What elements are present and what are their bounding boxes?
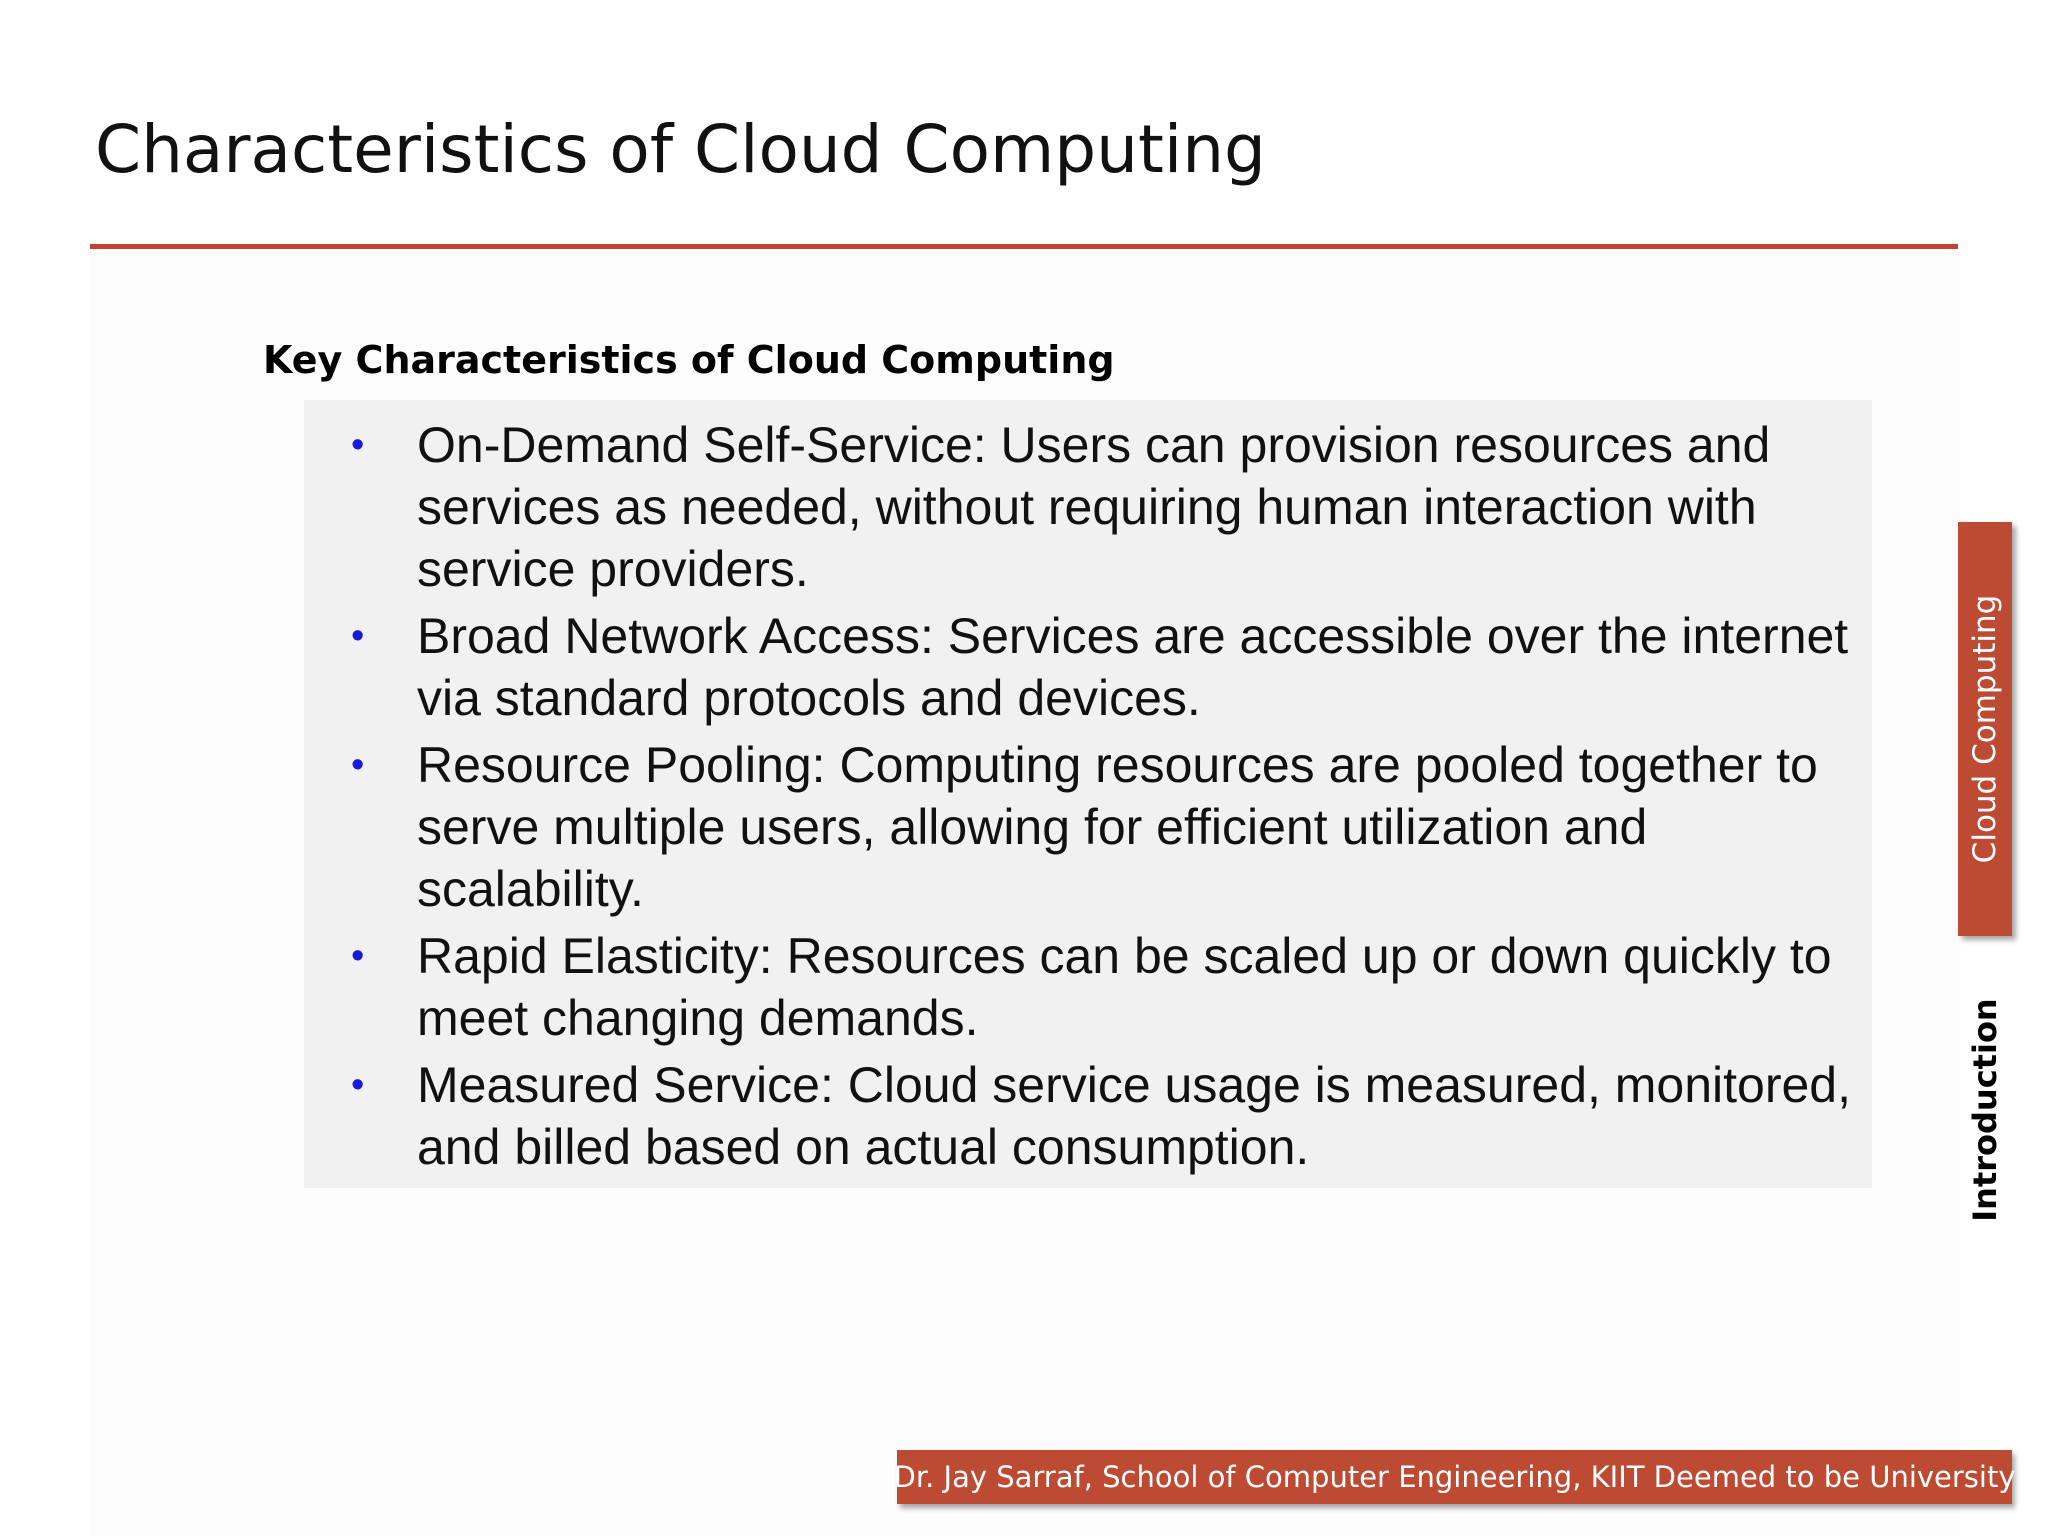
list-item-text: Resource Pooling: Computing resources are pooled together to serve multiple users, allowing for efficient utilization and scalability.: [417, 737, 1818, 917]
characteristics-list: [304, 414, 1872, 1178]
list-item: [304, 925, 1872, 1049]
sidebar-tab-cloud-computing: [1958, 522, 2012, 936]
list-item: [304, 414, 1872, 600]
bullet-icon: •: [351, 424, 365, 466]
list-item: [304, 1054, 1872, 1178]
bullet-content-box: [304, 400, 1872, 1188]
slide-title: Characteristics of Cloud Computing: [95, 111, 1266, 188]
section-label-introduction: Introduction: [1966, 998, 2004, 1222]
section-subheading: Key Characteristics of Cloud Computing: [263, 338, 1115, 382]
list-item: [304, 605, 1872, 729]
list-item-text: On-Demand Self-Service: Users can provision resources and services as needed, without requiring human interaction with service providers.: [417, 417, 1771, 597]
list-item-text: Broad Network Access: Services are accessible over the internet via standard protocols and devices.: [417, 608, 1849, 726]
list-item-text: Rapid Elasticity: Resources can be scaled up or down quickly to meet changing demands.: [417, 928, 1832, 1046]
title-divider: [90, 244, 1958, 249]
list-item: [304, 734, 1872, 920]
bullet-icon: •: [351, 615, 365, 657]
bullet-icon: •: [351, 935, 365, 977]
bullet-icon: •: [351, 1064, 365, 1106]
list-item-text: Measured Service: Cloud service usage is measured, monitored, and billed based on actual consumption.: [417, 1057, 1852, 1175]
footer-banner: [893, 1450, 2016, 1504]
sidebar-tab-label: Cloud Computing: [1967, 594, 2003, 864]
bullet-icon: •: [351, 744, 365, 786]
footer-text: Dr. Jay Sarraf, School of Computer Engineering, KIIT Deemed to be University: [893, 1460, 2016, 1494]
